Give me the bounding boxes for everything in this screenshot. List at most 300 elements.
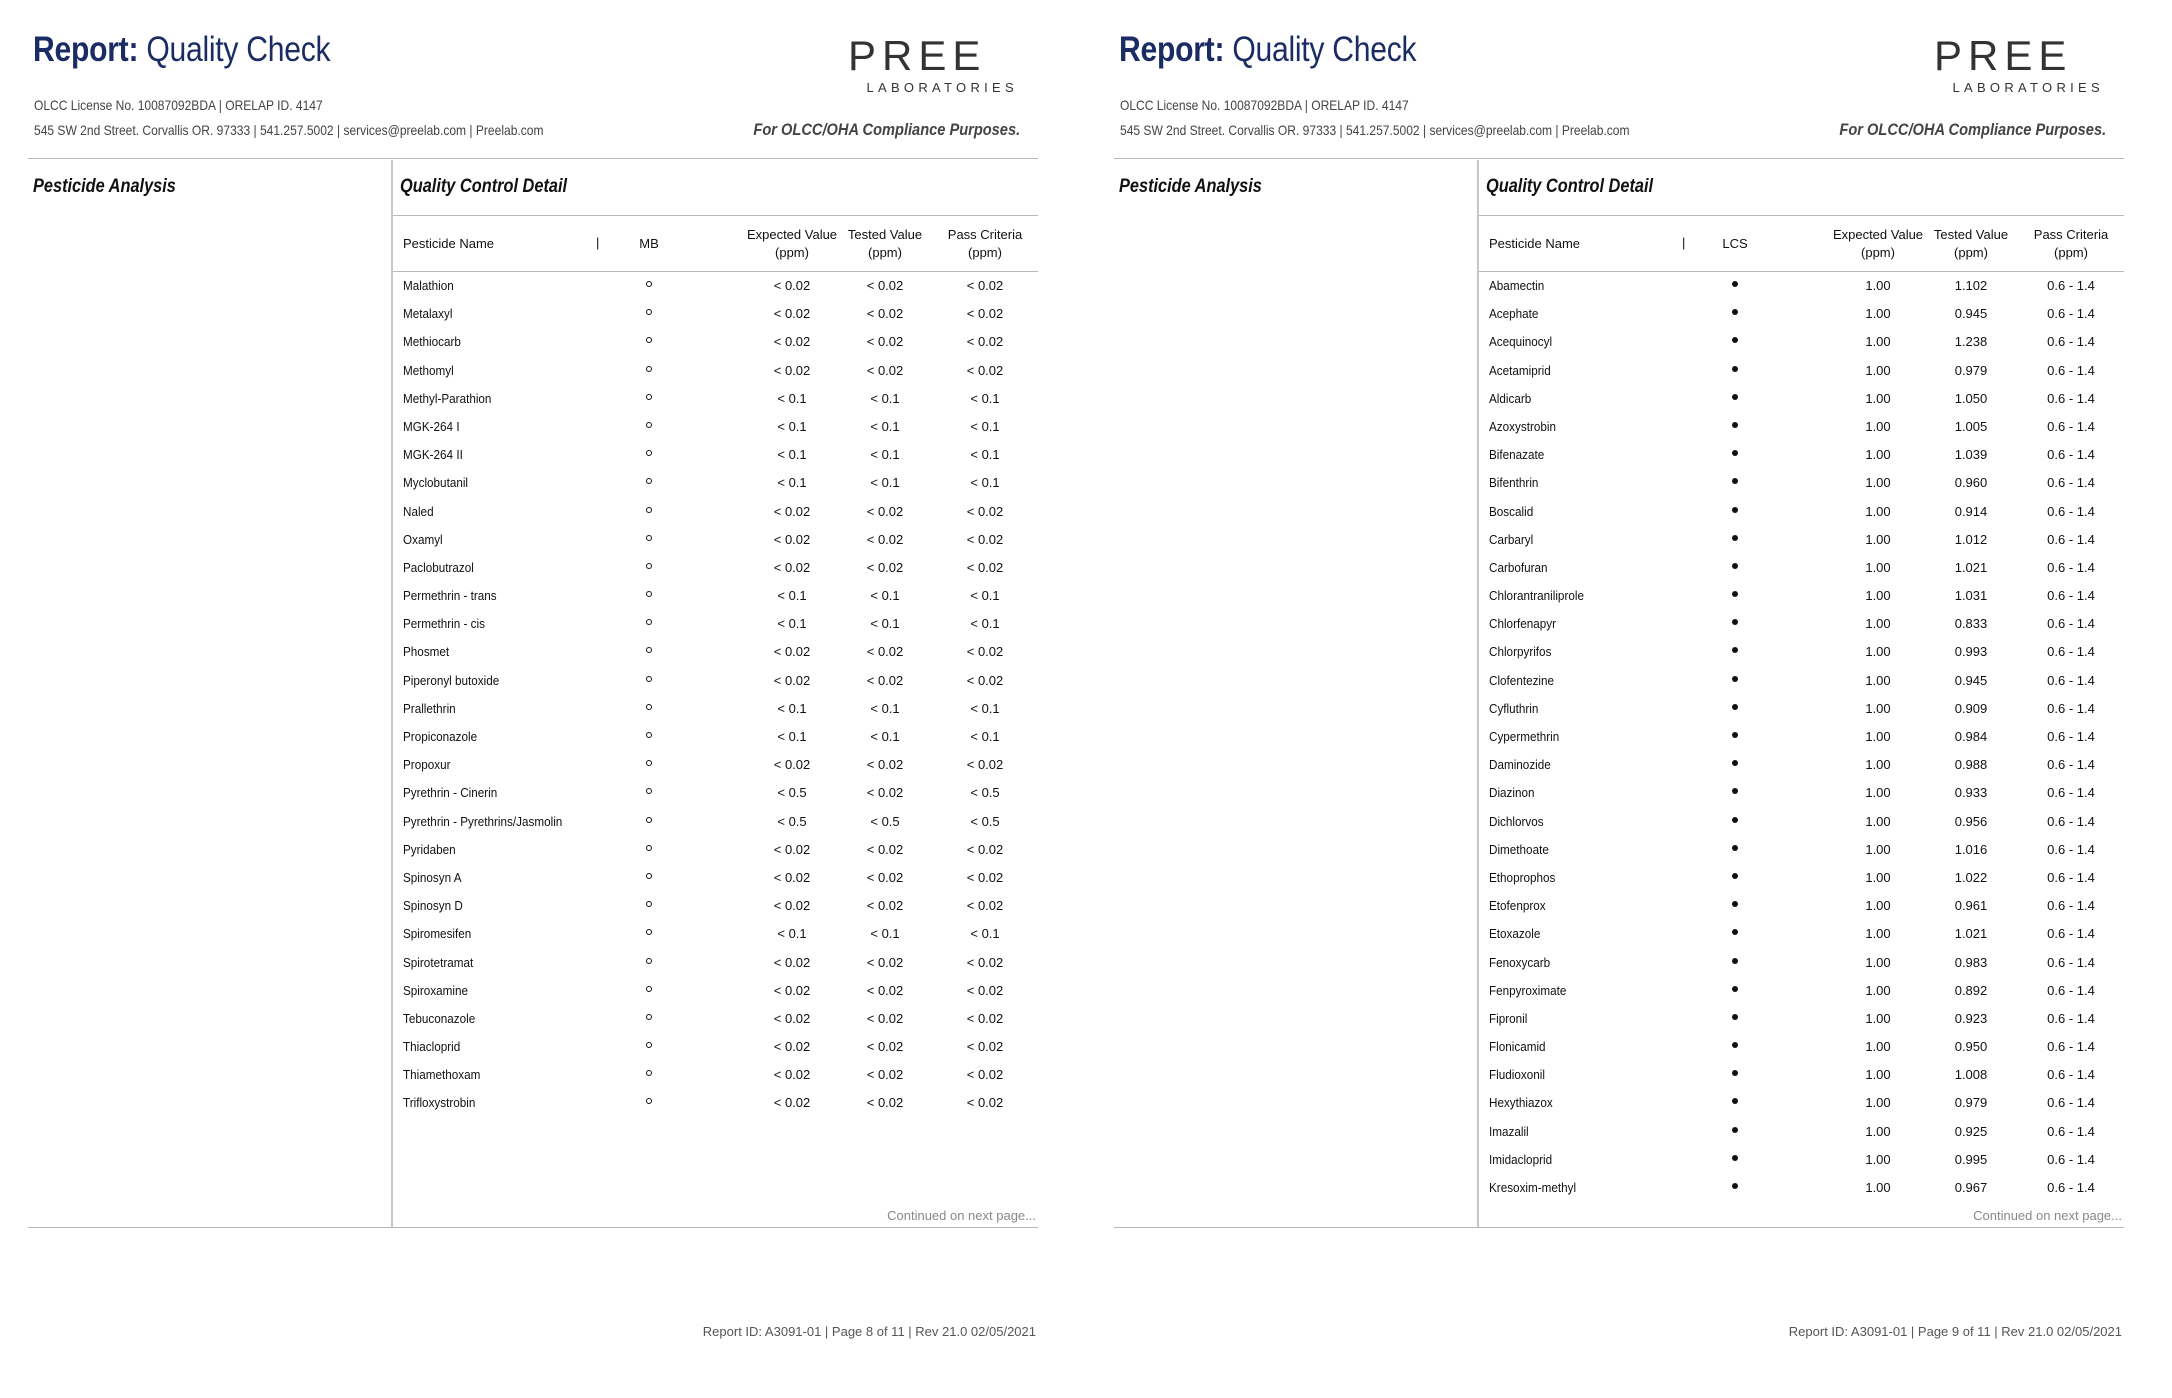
cell-flag [628,980,670,995]
cell-expected-value: 1.00 [1865,954,1891,970]
qc-table-body [393,272,1038,1118]
filled-dot-icon [1732,647,1738,653]
cell-pass-criteria: < 0.5 [970,813,1000,829]
table-row [1479,920,2124,948]
cell-tested-value: 1.050 [1954,390,1988,406]
cell-pesticide-name: Kresoxim-methyl [1489,1180,1577,1195]
cell-tested-value: 0.988 [1954,757,1988,773]
cell-expected-value: < 0.02 [773,757,811,773]
cell-tested-value: 0.984 [1954,729,1988,744]
cell-expected-value: 1.00 [1865,926,1891,942]
cell-tested-value: < 0.02 [866,278,904,293]
cell-pesticide-name: Piperonyl butoxide [403,672,500,688]
cell-pesticide-name: Metalaxyl [403,306,453,322]
cell-flag [1714,867,1756,882]
cell-tested-value: < 0.02 [866,362,904,378]
col-header-separator: | [596,235,600,250]
address-line: 545 SW 2nd Street. Corvallis OR. 97333 | 541.257.5002 | services@preelab.com | Preelab.com [1120,122,1630,138]
cell-flag [628,754,670,769]
cell-pesticide-name: Chlorantraniliprole [1489,588,1584,604]
table-row [393,526,1038,554]
cell-pesticide-name: Methomyl [403,362,454,378]
cell-flag [1714,1121,1756,1136]
cell-tested-value: < 0.02 [866,306,904,322]
col-header-tested-value: Tested Value (ppm) [847,227,923,260]
cell-expected-value: < 0.02 [773,334,811,350]
cell-flag [1714,585,1756,600]
cell-flag [628,698,670,713]
cell-pass-criteria: < 0.02 [966,898,1004,914]
cell-pesticide-name: Daminozide [1489,757,1551,773]
col-header-pass-criteria: Pass Criteria (ppm) [947,227,1023,260]
hollow-circle-icon [646,817,652,823]
filled-dot-icon [1732,450,1738,456]
cell-flag [628,472,670,487]
cell-flag [1714,1008,1756,1023]
cell-pesticide-name: Cypermethrin [1489,729,1560,744]
cell-tested-value: 0.914 [1954,503,1988,519]
table-row [393,328,1038,356]
cell-pesticide-name: Naled [403,503,434,519]
table-row [393,582,1038,610]
col-header-flag: MB [639,236,659,251]
filled-dot-icon [1732,1042,1738,1048]
cell-flag [628,529,670,544]
filled-dot-icon [1732,760,1738,766]
cell-flag [1714,811,1756,826]
page-footer: Report ID: A3091-01 | Page 9 of 11 | Rev 21.0 02/05/2021 [1788,1324,2122,1339]
cell-tested-value: 0.979 [1954,362,1988,378]
cell-expected-value: 1.00 [1865,982,1891,998]
filled-dot-icon [1732,901,1738,907]
cell-pesticide-name: Acetamiprid [1489,362,1551,378]
footer-divider [28,1227,1038,1228]
cell-expected-value: 1.00 [1865,757,1891,773]
cell-pesticide-name: Etoxazole [1489,926,1541,942]
cell-flag [1714,360,1756,375]
table-row [393,864,1038,892]
cell-tested-value: < 0.02 [866,644,904,660]
table-row [1479,836,2124,864]
report-title: Report: Quality Check [33,30,331,69]
cell-expected-value: 1.00 [1865,418,1891,434]
col-header-expected-value: Expected Value (ppm) [1832,227,1924,260]
table-row [1479,498,2124,526]
filled-dot-icon [1732,619,1738,625]
hollow-circle-icon [646,760,652,766]
cell-tested-value: < 0.02 [866,1067,904,1083]
cell-pass-criteria: < 0.1 [970,616,1000,632]
cell-pass-criteria: < 0.02 [966,644,1004,660]
cell-pass-criteria: 0.6 - 1.4 [2047,418,2095,434]
cell-expected-value: 1.00 [1865,1010,1891,1026]
cell-flag [1714,952,1756,967]
hollow-circle-icon [646,507,652,513]
cell-expected-value: < 0.02 [773,954,811,970]
cell-pesticide-name: Ethoprophos [1489,869,1556,885]
cell-flag [628,670,670,685]
table-row [393,667,1038,695]
cell-tested-value: 1.039 [1954,447,1988,463]
hollow-circle-icon [646,337,652,343]
cell-pass-criteria: 0.6 - 1.4 [2047,1010,2095,1026]
cell-flag [628,585,670,600]
hollow-circle-icon [646,1042,652,1048]
cell-flag [628,641,670,656]
pree-laboratories-logo [1934,32,2104,96]
cell-tested-value: 0.833 [1954,616,1988,632]
cell-flag [1714,529,1756,544]
cell-flag [628,895,670,910]
table-row [393,413,1038,441]
cell-pass-criteria: < 0.02 [966,1067,1004,1083]
filled-dot-icon [1732,337,1738,343]
cell-expected-value: < 0.5 [777,785,807,801]
cell-tested-value: < 0.1 [870,475,900,491]
table-row [393,441,1038,469]
cell-pesticide-name: Oxamyl [403,531,443,547]
cell-flag [628,557,670,572]
cell-expected-value: < 0.1 [777,588,807,604]
cell-expected-value: < 0.1 [777,700,807,716]
table-row [393,385,1038,413]
filled-dot-icon [1732,929,1738,935]
cell-pass-criteria: < 0.02 [966,559,1004,575]
cell-flag [1714,1149,1756,1164]
cell-pass-criteria: 0.6 - 1.4 [2047,757,2095,773]
cell-flag [1714,670,1756,685]
page-footer: Report ID: A3091-01 | Page 8 of 11 | Rev 21.0 02/05/2021 [702,1324,1036,1339]
cell-flag [1714,641,1756,656]
logo-wordmark: PREE [1934,32,2073,79]
table-row [1479,526,2124,554]
cell-tested-value: 0.993 [1954,644,1988,660]
cell-pesticide-name: Propoxur [403,757,451,773]
cell-pass-criteria: < 0.5 [970,785,1000,801]
table-row [1479,385,2124,413]
table-row [393,498,1038,526]
header-divider [28,158,1038,159]
table-row [1479,1174,2124,1202]
cell-flag [628,782,670,797]
cell-expected-value: < 0.02 [773,672,811,688]
col-header-pesticide-name: Pesticide Name [403,236,495,251]
cell-expected-value: < 0.1 [777,729,807,744]
cell-pass-criteria: 0.6 - 1.4 [2047,954,2095,970]
cell-pesticide-name: Hexythiazox [1489,1095,1553,1111]
cell-expected-value: < 0.02 [773,644,811,660]
cell-tested-value: < 0.02 [866,841,904,857]
cell-pass-criteria: < 0.02 [966,954,1004,970]
hollow-circle-icon [646,619,652,625]
cell-pass-criteria: < 0.02 [966,531,1004,547]
cell-pesticide-name: Diazinon [1489,785,1535,801]
cell-tested-value: < 0.02 [866,982,904,998]
cell-pass-criteria: < 0.02 [966,841,1004,857]
cell-pesticide-name: Paclobutrazol [403,559,474,575]
cell-flag [628,360,670,375]
logo-subtitle: LABORATORIES [866,80,1018,95]
cell-pass-criteria: < 0.02 [966,362,1004,378]
cell-pesticide-name: Tebuconazole [403,1010,476,1026]
cell-expected-value: < 0.02 [773,1095,811,1111]
cell-expected-value: < 0.1 [777,926,807,942]
continued-note: Continued on next page... [887,1208,1036,1223]
cell-tested-value: < 0.1 [870,926,900,942]
cell-pass-criteria: < 0.02 [966,503,1004,519]
filled-dot-icon [1732,366,1738,372]
cell-expected-value: 1.00 [1865,588,1891,604]
cell-tested-value: 0.960 [1954,475,1988,491]
table-row [1479,864,2124,892]
section-title-qc-detail: Quality Control Detail [1486,176,1654,197]
cell-expected-value: < 0.02 [773,841,811,857]
col-header-expected-value: Expected Value (ppm) [746,227,838,260]
cell-expected-value: 1.00 [1865,869,1891,885]
cell-expected-value: < 0.02 [773,278,811,293]
cell-tested-value: < 0.1 [870,418,900,434]
cell-flag [1714,303,1756,318]
col-header-flag: LCS [1722,236,1748,251]
cell-expected-value: < 0.5 [777,813,807,829]
cell-expected-value: 1.00 [1865,700,1891,716]
cell-expected-value: < 0.02 [773,559,811,575]
cell-tested-value: 1.008 [1954,1067,1988,1083]
table-row [1479,667,2124,695]
cell-flag [628,303,670,318]
hollow-circle-icon [646,704,652,710]
cell-flag [1714,980,1756,995]
table-row [393,554,1038,582]
cell-tested-value: 1.238 [1954,334,1988,350]
cell-flag [628,388,670,403]
cell-expected-value: < 0.02 [773,982,811,998]
cell-pass-criteria: < 0.1 [970,729,1000,744]
filled-dot-icon [1732,1183,1738,1189]
cell-flag [628,839,670,854]
section-title-pesticide-analysis: Pesticide Analysis [1119,176,1262,197]
cell-pass-criteria: < 0.1 [970,447,1000,463]
cell-pesticide-name: Imidacloprid [1489,1151,1553,1167]
cell-pesticide-name: Boscalid [1489,503,1534,519]
cell-pass-criteria: 0.6 - 1.4 [2047,672,2095,688]
cell-tested-value: < 0.02 [866,334,904,350]
hollow-circle-icon [646,901,652,907]
cell-expected-value: 1.00 [1865,306,1891,322]
cell-expected-value: < 0.02 [773,1010,811,1026]
cell-tested-value: < 0.1 [870,700,900,716]
cell-expected-value: < 0.1 [777,616,807,632]
table-row [393,892,1038,920]
hollow-circle-icon [646,563,652,569]
cell-pass-criteria: 0.6 - 1.4 [2047,334,2095,350]
cell-expected-value: 1.00 [1865,672,1891,688]
cell-pesticide-name: Imazalil [1489,1123,1529,1139]
cell-pesticide-name: Cyfluthrin [1489,700,1539,716]
logo-subtitle: LABORATORIES [1952,80,2104,95]
cell-tested-value: < 0.02 [866,503,904,519]
cell-pesticide-name: Fipronil [1489,1010,1528,1026]
cell-pass-criteria: < 0.02 [966,982,1004,998]
cell-pass-criteria: < 0.1 [970,700,1000,716]
cell-pass-criteria: < 0.1 [970,390,1000,406]
cell-pesticide-name: Chlorfenapyr [1489,616,1556,632]
cell-tested-value: 0.967 [1954,1180,1988,1195]
cell-flag [1714,726,1756,741]
cell-pesticide-name: Pyridaben [403,841,456,857]
cell-pesticide-name: Methyl-Parathion [403,390,492,406]
cell-tested-value: 0.909 [1954,700,1988,716]
table-row [393,723,1038,751]
cell-pesticide-name: Prallethrin [403,700,456,716]
cell-pass-criteria: 0.6 - 1.4 [2047,700,2095,716]
cell-flag [1714,331,1756,346]
table-row [1479,1005,2124,1033]
cell-pesticide-name: Myclobutanil [403,475,469,491]
cell-pesticide-name: Carbaryl [1489,531,1534,547]
cell-pass-criteria: < 0.02 [966,1010,1004,1026]
filled-dot-icon [1732,591,1738,597]
cell-pesticide-name: Thiamethoxam [403,1067,481,1083]
table-row [393,836,1038,864]
cell-tested-value: < 0.02 [866,1010,904,1026]
cell-expected-value: 1.00 [1865,785,1891,801]
cell-expected-value: 1.00 [1865,729,1891,744]
cell-flag [628,923,670,938]
cell-pesticide-name: Aldicarb [1489,390,1532,406]
cell-flag [1714,1092,1756,1107]
cell-tested-value: < 0.5 [870,813,900,829]
cell-tested-value: 1.021 [1954,926,1988,942]
filled-dot-icon [1732,986,1738,992]
cell-pesticide-name: Dimethoate [1489,841,1549,857]
table-row [393,977,1038,1005]
compliance-note: For OLCC/OHA Compliance Purposes. [1839,120,2106,139]
cell-flag [1714,472,1756,487]
cell-pesticide-name: Carbofuran [1489,559,1548,575]
table-row [1479,723,2124,751]
cell-pesticide-name: Propiconazole [403,729,478,744]
hollow-circle-icon [646,478,652,484]
pree-laboratories-logo [848,32,1018,96]
cell-expected-value: 1.00 [1865,898,1891,914]
cell-pass-criteria: 0.6 - 1.4 [2047,898,2095,914]
cell-tested-value: 0.945 [1954,306,1988,322]
hollow-circle-icon [646,1098,652,1104]
filled-dot-icon [1732,817,1738,823]
hollow-circle-icon [646,929,652,935]
cell-pass-criteria: < 0.02 [966,1095,1004,1111]
cell-pesticide-name: Flonicamid [1489,1039,1546,1055]
cell-pesticide-name: Bifenazate [1489,447,1545,463]
table-row [1479,357,2124,385]
cell-expected-value: < 0.1 [777,418,807,434]
cell-tested-value: < 0.02 [866,1095,904,1111]
cell-expected-value: 1.00 [1865,390,1891,406]
cell-tested-value: 0.979 [1954,1095,1988,1111]
cell-pass-criteria: 0.6 - 1.4 [2047,390,2095,406]
cell-pass-criteria: 0.6 - 1.4 [2047,841,2095,857]
cell-pass-criteria: 0.6 - 1.4 [2047,362,2095,378]
cell-flag [1714,444,1756,459]
cell-expected-value: < 0.02 [773,362,811,378]
cell-tested-value: < 0.02 [866,757,904,773]
section-title-pesticide-analysis: Pesticide Analysis [33,176,176,197]
table-header-top-rule [1479,215,2124,216]
filled-dot-icon [1732,1070,1738,1076]
cell-tested-value: 0.950 [1954,1039,1988,1055]
cell-tested-value: < 0.02 [866,559,904,575]
filled-dot-icon [1732,788,1738,794]
cell-flag [628,726,670,741]
cell-pass-criteria: 0.6 - 1.4 [2047,616,2095,632]
cell-pass-criteria: 0.6 - 1.4 [2047,447,2095,463]
cell-flag [1714,1036,1756,1051]
cell-flag [1714,275,1756,290]
table-row [393,1061,1038,1089]
table-row [393,949,1038,977]
cell-pesticide-name: Phosmet [403,644,450,660]
cell-pesticide-name: Fenpyroximate [1489,982,1567,998]
report-page-8 [0,0,1040,1398]
filled-dot-icon [1732,478,1738,484]
hollow-circle-icon [646,676,652,682]
cell-tested-value: 0.961 [1954,898,1988,914]
address-line: 545 SW 2nd Street. Corvallis OR. 97333 | 541.257.5002 | services@preelab.com | Preelab.com [34,122,544,138]
table-row [393,920,1038,948]
filled-dot-icon [1732,394,1738,400]
cell-expected-value: 1.00 [1865,559,1891,575]
cell-pass-criteria: < 0.02 [966,869,1004,885]
cell-pass-criteria: < 0.02 [966,306,1004,322]
filled-dot-icon [1732,1098,1738,1104]
cell-pesticide-name: Abamectin [1489,278,1545,293]
col-header-pass-criteria: Pass Criteria (ppm) [2033,227,2109,260]
cell-pesticide-name: Chlorpyrifos [1489,644,1552,660]
cell-pesticide-name: Fludioxonil [1489,1067,1545,1083]
cell-flag [1714,1064,1756,1079]
cell-pesticide-name: Spirotetramat [403,954,474,970]
col-header-tested-value: Tested Value (ppm) [1933,227,2009,260]
hollow-circle-icon [646,732,652,738]
table-row [1479,1061,2124,1089]
table-row [393,272,1038,300]
cell-expected-value: 1.00 [1865,362,1891,378]
cell-pesticide-name: Clofentezine [1489,672,1555,688]
hollow-circle-icon [646,986,652,992]
cell-pesticide-name: Spinosyn D [403,898,463,914]
report-title: Report: Quality Check [1119,30,1417,69]
cell-pass-criteria: < 0.1 [970,926,1000,942]
table-row [1479,554,2124,582]
cell-flag [628,613,670,628]
filled-dot-icon [1732,1014,1738,1020]
cell-flag [628,416,670,431]
cell-pesticide-name: Malathion [403,278,454,293]
filled-dot-icon [1732,563,1738,569]
section-title-qc-detail: Quality Control Detail [400,176,568,197]
cell-flag [628,1092,670,1107]
cell-expected-value: 1.00 [1865,616,1891,632]
license-line: OLCC License No. 10087092BDA | ORELAP ID. 4147 [34,97,323,113]
cell-pass-criteria: 0.6 - 1.4 [2047,1095,2095,1111]
cell-expected-value: < 0.02 [773,1039,811,1055]
cell-pesticide-name: MGK-264 II [403,447,463,463]
cell-tested-value: < 0.02 [866,531,904,547]
table-row [1479,469,2124,497]
filled-dot-icon [1732,873,1738,879]
cell-tested-value: < 0.1 [870,447,900,463]
